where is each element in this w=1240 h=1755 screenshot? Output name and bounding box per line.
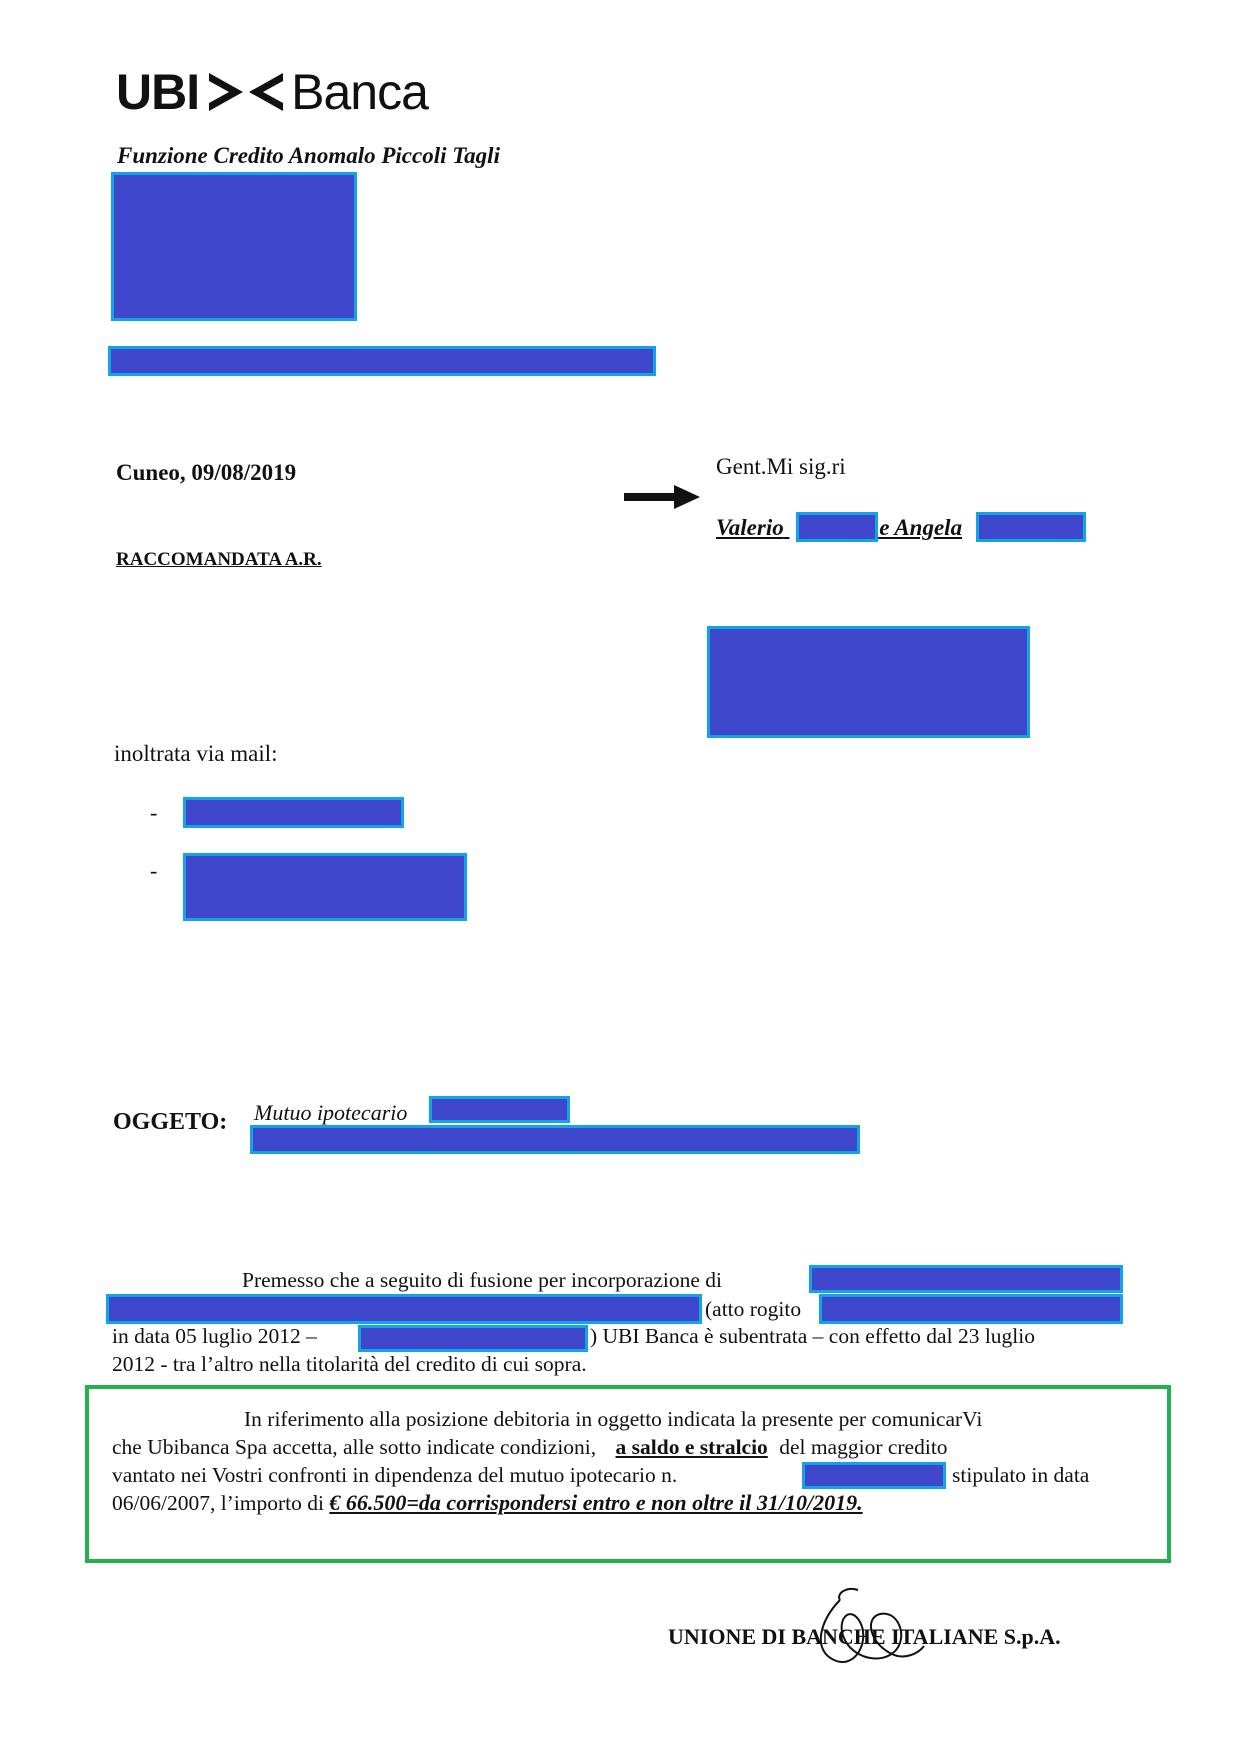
redacted-surname-2: [976, 512, 1086, 542]
redacted-subject-line: [250, 1125, 860, 1154]
subject-label: OGGETO:: [113, 1109, 228, 1135]
settlement-line-3b: stipulato in data: [952, 1463, 1090, 1487]
logo-ubi-text: UBI: [116, 64, 200, 120]
recipient-second-name: e Angela: [879, 515, 963, 540]
redacted-notary: [819, 1294, 1123, 1324]
redacted-deed-number: [358, 1325, 588, 1352]
redacted-surname-1: [796, 512, 878, 542]
premise-line-2: (atto rogito: [705, 1297, 802, 1321]
recipient-first-name: Valerio: [716, 515, 784, 540]
redacted-loan-number: [802, 1462, 946, 1489]
redacted-sender-line: [108, 346, 656, 376]
premise-line-4: 2012 - tra l’altro nella titolarità del credito di cui sopra.: [112, 1352, 587, 1376]
logo-banca-text: Banca: [291, 64, 428, 120]
settlement-line-2c: del maggior credito: [779, 1435, 948, 1459]
redacted-sender-address: [111, 172, 357, 321]
redacted-recipient-address: [707, 626, 1030, 738]
premise-line-3a: in data 05 luglio 2012 –: [112, 1324, 317, 1348]
logo-arrows-icon: [205, 67, 287, 117]
premise-line-3b: ) UBI Banca è subentrata – con effetto dal 23 luglio: [590, 1324, 1035, 1348]
redacted-bank-name: [809, 1265, 1123, 1293]
settlement-amount: € 66.500=da corrispondersi entro e non oltre il 31/10/2019.: [329, 1490, 863, 1515]
settlement-line-4: [112, 1489, 863, 1517]
redacted-email-1: [183, 797, 404, 828]
arrow-right-icon: [624, 485, 700, 509]
settlement-line-1: In riferimento alla posizione debitoria in oggetto indicata la presente per comunicarVi: [244, 1407, 983, 1431]
signatory-company: UNIONE DI BANCHE ITALIANE S.p.A.: [668, 1624, 1061, 1649]
list-dash: -: [150, 858, 158, 883]
settlement-line-2a: che Ubibanca Spa accetta, alle sotto indicate condizioni,: [112, 1435, 597, 1459]
list-dash: -: [150, 800, 158, 825]
delivery-method: RACCOMANDATA A.R.: [116, 549, 322, 570]
settlement-line-4a: 06/06/2007, l’importo di: [112, 1491, 325, 1515]
redacted-bank-name-cont: [106, 1294, 702, 1324]
redacted-email-2: [183, 853, 467, 921]
saldo-e-stralcio: a saldo e stralcio: [615, 1435, 768, 1459]
settlement-line-3a: vantato nei Vostri confronti in dipendenza del mutuo ipotecario n.: [112, 1463, 678, 1487]
department-name: Funzione Credito Anomalo Piccoli Tagli: [117, 143, 500, 168]
settlement-line-2: [112, 1433, 948, 1461]
redacted-subject-id: [429, 1096, 570, 1123]
forwarded-via-mail-label: inoltrata via mail:: [114, 741, 278, 766]
greeting: Gent.Mi sig.ri: [716, 454, 846, 479]
place-date: Cuneo, 09/08/2019: [116, 460, 297, 485]
ubi-banca-logo: [116, 62, 428, 122]
subject-text: Mutuo ipotecario: [254, 1100, 408, 1125]
premise-line-1: Premesso che a seguito di fusione per incorporazione di: [242, 1268, 723, 1292]
